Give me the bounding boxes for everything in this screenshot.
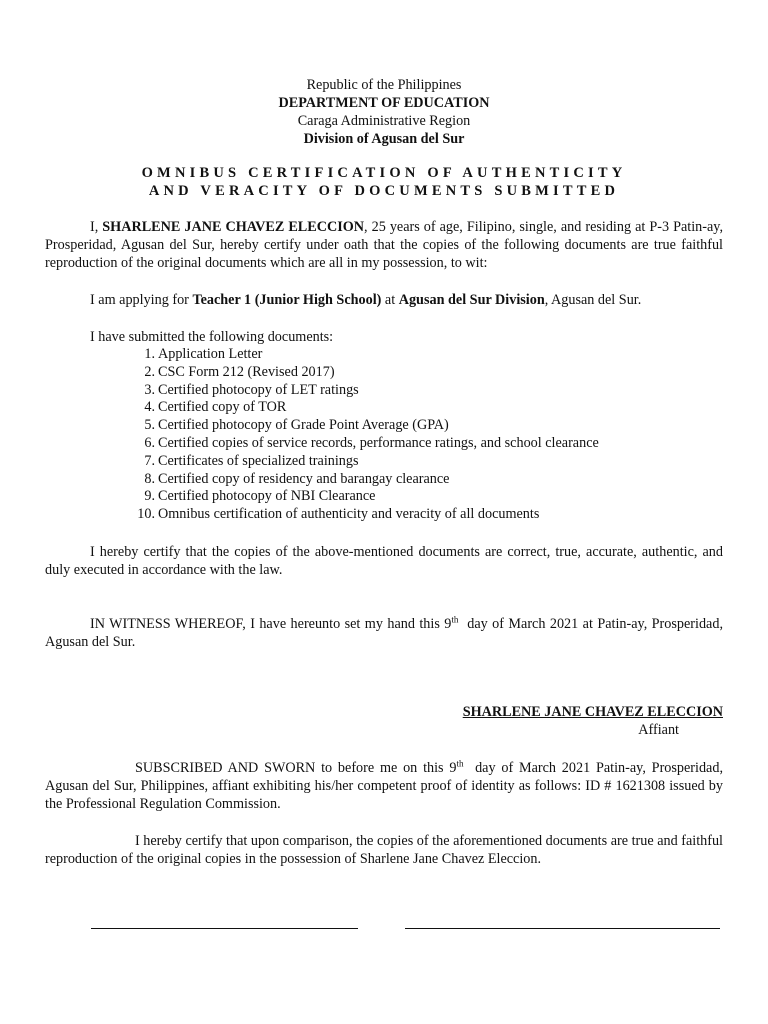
witness-day-suffix: th [451,614,459,625]
certify-paragraph: I hereby certify that the copies of the above-mentioned documents are correct, true, accurate, authentic, and duly executed in accordance with the law. [45,543,723,578]
list-item [144,363,723,382]
list-item [144,488,723,506]
comparison-paragraph: I hereby certify that upon comparison, the copies of the aforementioned documents are true and faithful reproduction of the original copies in the possession of Sharlene Jane Chavez Eleccion. [45,832,723,867]
applied-division: Agusan del Sur Division [398,292,545,308]
sworn-part-2: day of March 2021 Patin-ay, Prosperidad, Agusan del Sur, Philippines, affiant exhibiting his/her competent proof of identity as follows: ID # 1621308 issued by the Professional Regulation Commission. [45,759,727,812]
list-text: Certified photocopy of LET ratings [158,381,359,398]
letterhead [45,76,723,148]
affiant-label: Affiant [638,721,679,738]
document-title [45,164,723,200]
list-number: 3. [144,381,155,398]
list-item [144,470,723,489]
republic-line: Republic of the Philippines [306,77,462,93]
document-page [45,76,727,868]
list-item [137,506,723,524]
list-number: 10. [137,506,155,523]
list-text: Certified copy of residency and barangay clearance [158,470,450,487]
department-line: DEPARTMENT OF EDUCATION [278,95,490,111]
applying-prefix: I am applying for [90,292,193,308]
list-number: 1. [144,346,155,362]
intro-paragraph [45,218,723,272]
affiant-name: SHARLENE JANE CHAVEZ ELECCION [102,219,365,235]
sworn-part-1: SUBSCRIBED AND SWORN to before me on this 9 [135,759,457,776]
list-text: Certified copy of TOR [158,399,287,416]
list-text: Application Letter [158,346,263,362]
list-text: Certified copies of service records, performance ratings, and school clearance [158,434,599,451]
applying-mid: at [381,292,399,308]
list-item [144,381,723,400]
list-number: 8. [144,470,155,487]
list-number: 2. [144,363,155,380]
witness-part-1: IN WITNESS WHEREOF, I have hereunto set my hand this 9 [90,615,452,632]
documents-lead: I have submitted the following documents: [90,329,334,345]
list-item [144,417,723,435]
applying-paragraph [45,291,723,309]
list-item [144,434,723,453]
list-item [144,452,723,471]
applied-position: Teacher 1 (Junior High School) [192,292,382,308]
signature-lines [91,928,721,930]
list-number: 4. [144,399,155,416]
region-line: Caraga Administrative Region [297,113,471,129]
list-number: 7. [144,452,155,469]
list-number: 5. [144,417,155,434]
documents-list [45,346,723,524]
list-number: 6. [144,434,155,451]
list-text: Certified photocopy of Grade Point Average (GPA) [158,417,449,434]
affiant-signature-block [45,703,723,739]
right-signature-line [405,928,720,929]
intro-rest: , 25 years of age, Filipino, single, and residing at P-3 Patin-ay, Prosperidad, Agusan del Sur, hereby certify under oath that the copies of the following documents are true faithful reproduction of the original documents which are all in my possession, to wit: [45,219,723,271]
list-number: 9. [144,488,155,505]
affiant-signature-name: SHARLENE JANE CHAVEZ ELECCION [462,703,723,720]
division-line: Division of Agusan del Sur [303,131,465,147]
list-text: Certificates of specialized trainings [158,452,359,469]
left-signature-line [91,928,358,929]
intro-prefix: I, [90,219,103,235]
applying-suffix: , Agusan del Sur. [544,292,642,308]
witness-part-2: day of March 2021 at Patin-ay, Prosperidad, Agusan del Sur. [45,615,726,650]
witness-paragraph [45,614,726,651]
list-text: Omnibus certification of authenticity and veracity of all documents [158,506,540,523]
sworn-day-suffix: th [456,758,464,769]
list-item [144,399,723,417]
title-line-1: OMNIBUS CERTIFICATION OF AUTHENTICITY [141,165,627,181]
list-text: Certified photocopy of NBI Clearance [158,488,376,505]
list-text: CSC Form 212 (Revised 2017) [158,363,335,380]
list-item [144,346,723,364]
title-line-2: AND VERACITY OF DOCUMENTS SUBMITTED [148,183,620,199]
sworn-paragraph [45,758,727,813]
